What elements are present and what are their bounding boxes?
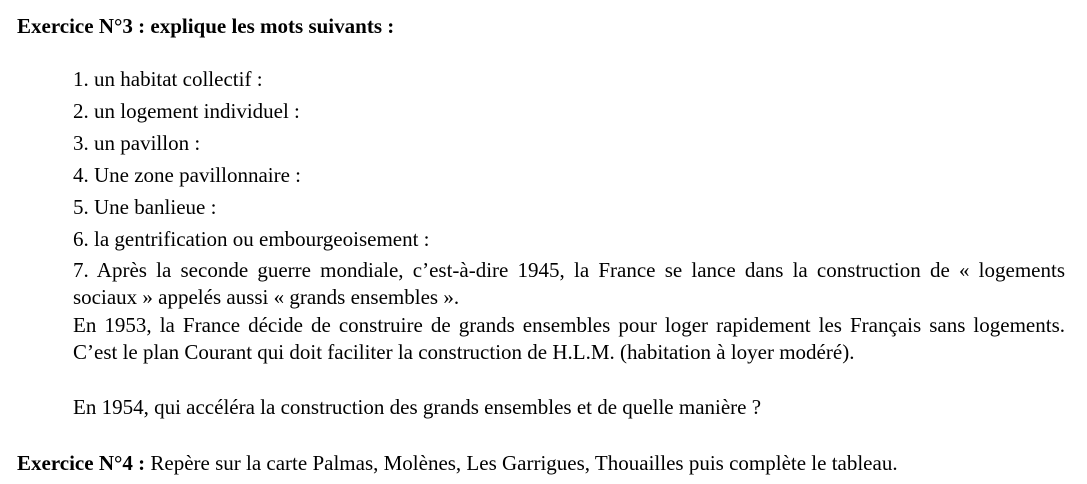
list-item: 6. la gentrification ou embourgeoisement : (73, 227, 430, 251)
question-7-paragraph-3: En 1954, qui accéléra la construction des grands ensembles et de quelle manière ? (73, 395, 762, 419)
exercise-3-title: Exercice N°3 : explique les mots suivants : (17, 14, 395, 38)
exercise-4-heading (17, 451, 898, 476)
question-7-paragraph-1: 7. Après la seconde guerre mondiale, c’est-à-dire 1945, la France se lance dans la construction de « logements sociaux » appelés aussi « grands ensembles ». (73, 258, 1065, 309)
list-item: 5. Une banlieue : (73, 195, 217, 219)
list-item: 3. un pavillon : (73, 131, 201, 155)
list-item: 4. Une zone pavillonnaire : (73, 163, 302, 187)
list-item: 2. un logement individuel : (73, 99, 300, 123)
exercise-4-title: Exercice N°4 : (17, 451, 146, 475)
list-item: 1. un habitat collectif : (73, 67, 263, 91)
question-7-paragraph-2: En 1953, la France décide de construire de grands ensembles pour loger rapidement les Français sans logements. C’est le plan Courant qui doit faciliter la construction de H.L.M. (habitation à loyer modéré). (73, 313, 1065, 364)
exercise-3-heading (17, 14, 394, 39)
exercise-4-instruction: Repère sur la carte Palmas, Molènes, Les Garrigues, Thouailles puis complète le tableau. (145, 451, 898, 475)
